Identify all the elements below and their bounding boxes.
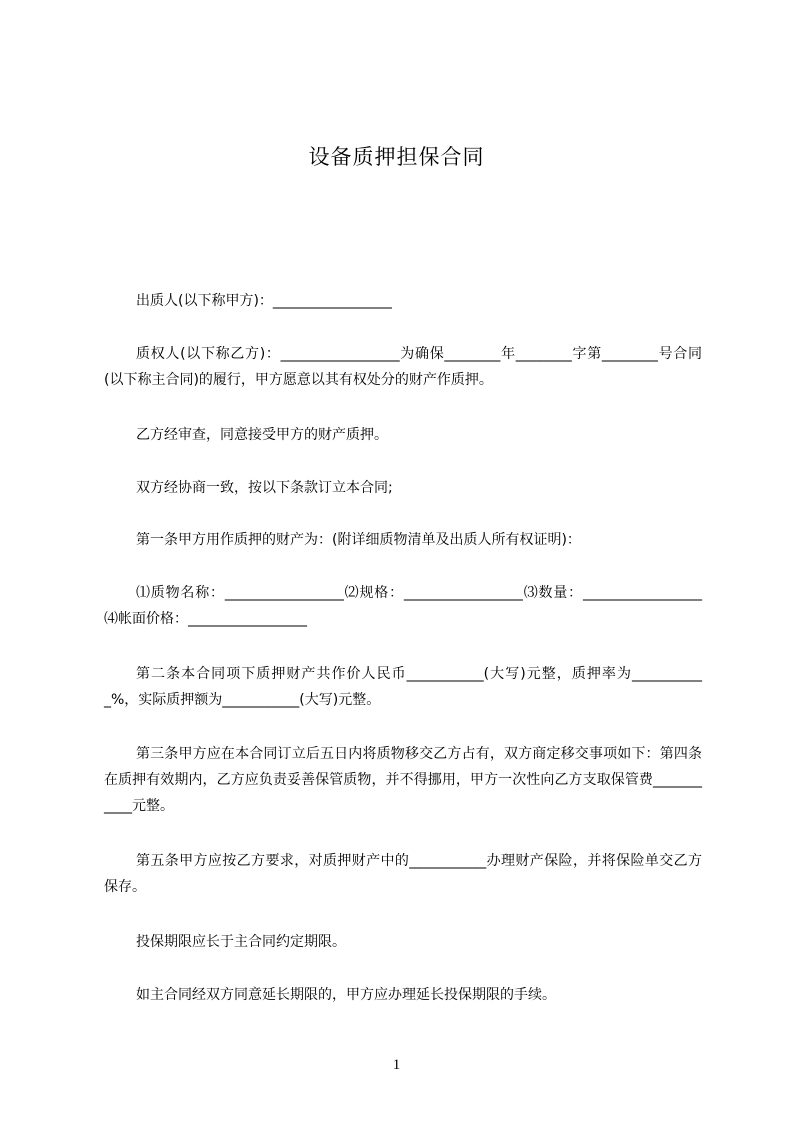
article-3-4: 第三条甲方应在本合同订立后五日内将质物移交乙方占有，双方商定移交事项如下：第四条在质押有效期内，乙方应负责妥善保管质物，并不得挪用，甲方一次性向乙方支取保管费___________元整。: [104, 746, 702, 814]
paragraph-pledgee: 质权人(以下称乙方)：_________________为确保________年________字第________号合同(以下称主合同)的履行，甲方愿意以其有权处分的财产作质押。: [104, 346, 702, 388]
paragraph-extension: 如主合同经双方同意延长期限的，甲方应办理延长投保期限的手续。: [136, 987, 556, 1003]
page-number: 1: [392, 1057, 401, 1073]
article-5: 第五条甲方应按乙方要求，对质押财产中的___________办理财产保险，并将保险单交乙方保存。: [104, 853, 702, 895]
paragraph-agreement: 双方经协商一致，按以下条款订立本合同;: [136, 480, 393, 496]
document-title: 设备质押担保合同: [308, 145, 485, 169]
article-1: 第一条甲方用作质押的财产为：(附详细质物清单及出质人所有权证明)：: [136, 532, 581, 548]
paragraph-review: 乙方经审查，同意接受甲方的财产质押。: [136, 427, 388, 443]
paragraph-pledgor: 出质人(以下称甲方)：_________________: [136, 293, 392, 309]
article-1-items: ⑴质物名称：_________________⑵规格：_________________⑶数量：_________________⑷帐面价格：_________________: [104, 585, 702, 627]
paragraph-insurance-term: 投保期限应长于主合同约定期限。: [136, 934, 346, 950]
article-2: 第二条本合同项下质押财产共作价人民币___________(大写)元整，质押率为___________%，实际质押额为___________(大写)元整。: [104, 666, 702, 708]
